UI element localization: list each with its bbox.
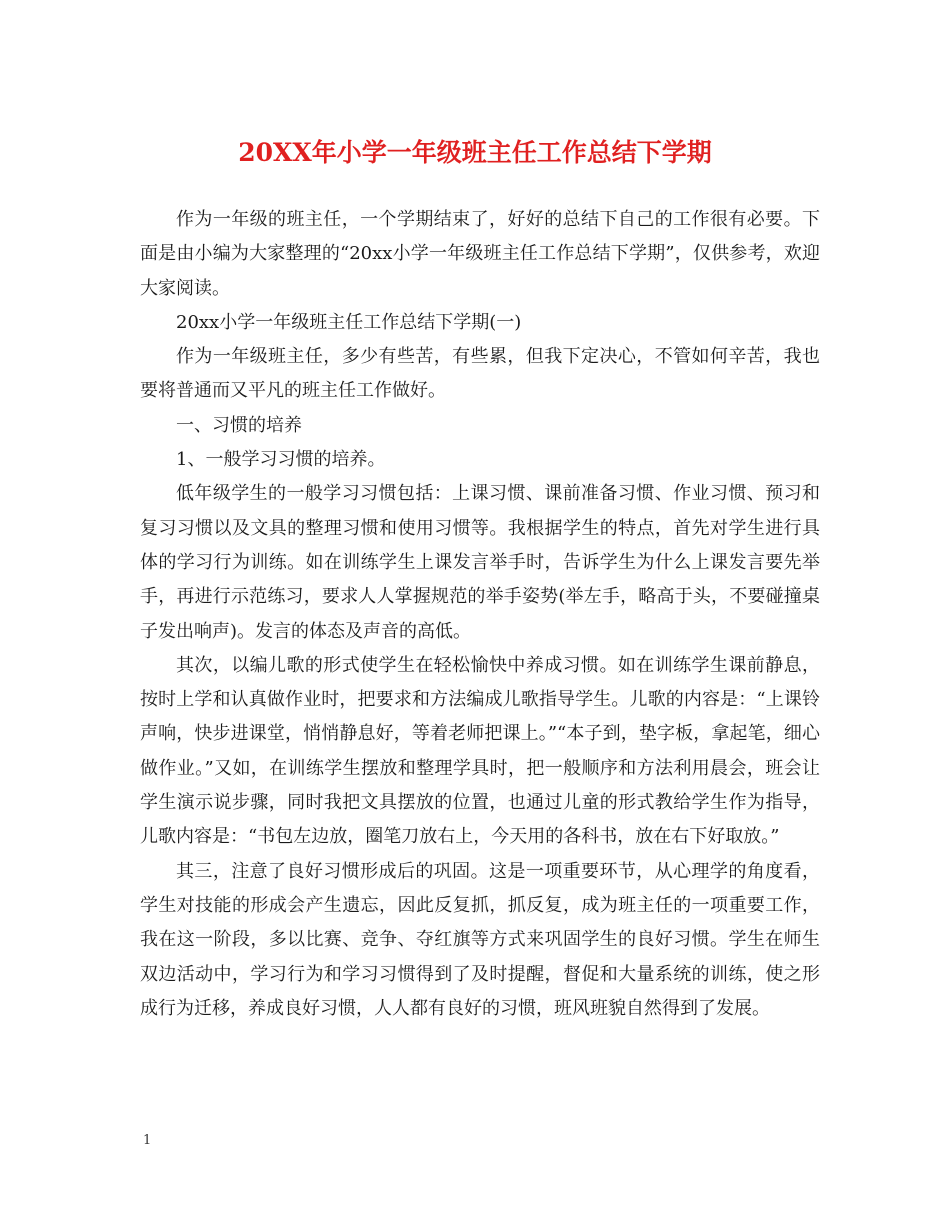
- subsection-heading-general-habits: 1、一般学习习惯的培养。: [176, 449, 386, 471]
- document-title: 20XX年小学一年级班主任工作总结下学期: [238, 138, 712, 167]
- paragraph-consolidation: 其三，注意了良好习惯形成后的巩固。这是一项重要环节，从心理学的角度看，学生对技能的形成会产生遗忘，因此反复抓，抓反复，成为班主任的一项重要工作，我在这一阶段，多以比赛、竞争、夺红旗等方式来巩固学生的良好习惯。学生在师生双边活动中，学习行为和学习习惯得到了及时提醒，督促和大量系统的训练，使之形成行为迁移，养成良好习惯，人人都有良好的习惯，班风班貌自然得到了发展。: [140, 860, 820, 1019]
- paragraph-intro: 作为一年级的班主任，一个学期结束了，好好的总结下自己的工作很有必要。下面是由小编为大家整理的“20xx小学一年级班主任工作总结下学期”，仅供参考，欢迎大家阅读。: [140, 209, 820, 299]
- page-number: 1: [143, 1133, 152, 1148]
- paragraph-general-habits: 低年级学生的一般学习习惯包括：上课习惯、课前准备习惯、作业习惯、预习和复习习惯以及文具的整理习惯和使用习惯等。我根据学生的特点，首先对学生进行具体的学习行为训练。如在训练学生上课发言举手时，告诉学生为什么上课发言要先举手，再进行示范练习，要求人人掌握规范的举手姿势(举左手，略高于头，不要碰撞桌子发出响声)。发言的体态及声音的高低。: [140, 483, 820, 642]
- document-body: [140, 203, 820, 1026]
- paragraph-opening: 作为一年级班主任，多少有些苦，有些累，但我下定决心，不管如何辛苦，我也要将普通而又平凡的班主任工作做好。: [140, 346, 820, 402]
- paragraph-subtitle: 20xx小学一年级班主任工作总结下学期(一): [176, 311, 522, 333]
- section-heading-habits: 一、习惯的培养: [176, 414, 302, 436]
- paragraph-nursery-rhymes: 其次，以编儿歌的形式使学生在轻松愉快中养成习惯。如在训练学生课前静息，按时上学和认真做作业时，把要求和方法编成儿歌指导学生。儿歌的内容是：“上课铃声响，快步进课堂，悄悄静息好，等着老师把课上。”“本子到，垫字板，拿起笔，细心做作业。”又如，在训练学生摆放和整理学具时，把一般顺序和方法利用晨会，班会让学生演示说步骤，同时我把文具摆放的位置，也通过儿童的形式教给学生作为指导，儿歌内容是：“书包左边放，圈笔刀放右上，今天用的各科书，放在右下好取放。”: [140, 654, 820, 848]
